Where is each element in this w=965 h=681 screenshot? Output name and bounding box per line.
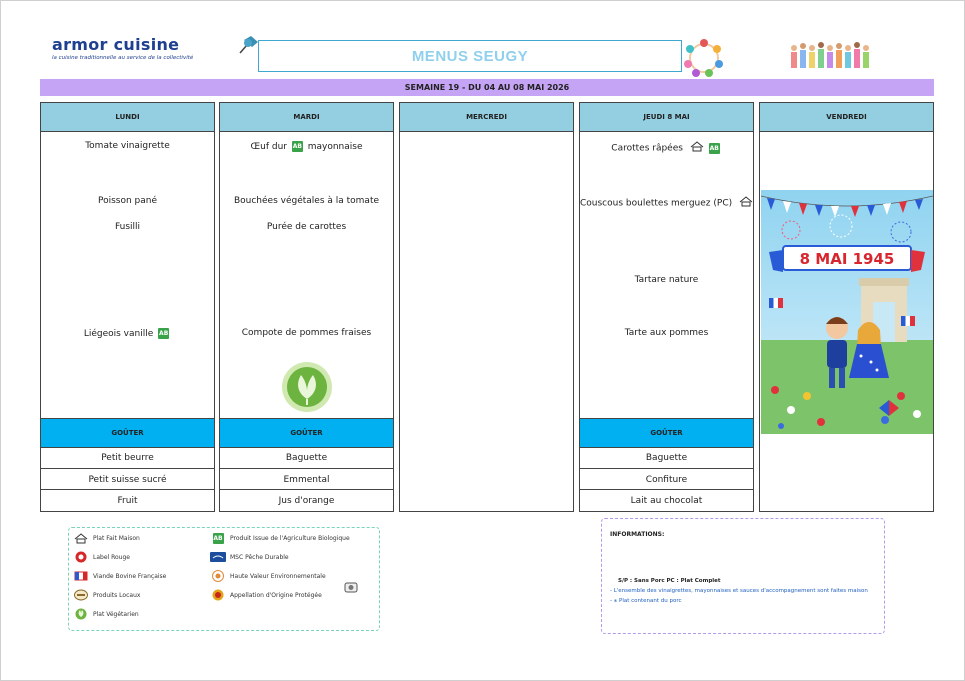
legend-box — [68, 527, 380, 631]
logo-tagline: la cuisine traditionnelle au service de la collectivité — [52, 55, 194, 61]
ab-badge-icon: AB — [159, 330, 169, 337]
day-column-vendredi — [759, 102, 934, 512]
legend-label: Produit Issue de l'Agriculture Biologique — [230, 534, 350, 542]
menu-item: Purée de carottes — [266, 222, 347, 232]
day-header: MERCREDI — [400, 103, 573, 132]
local-products-icon — [73, 589, 89, 601]
day-column-jeudi — [579, 102, 754, 512]
info-pork-text: Plat contenant du porc — [619, 598, 682, 604]
week-banner: SEMAINE 19 - DU 04 AU 08 MAI 2026 — [40, 79, 934, 96]
day-column-lundi — [40, 102, 215, 512]
victory-day-poster — [761, 190, 933, 438]
legend-item — [210, 551, 289, 563]
menu-item: Fusilli — [114, 222, 141, 232]
menu-item: Tartare nature — [634, 275, 699, 285]
info-abbreviations: S/P : Sans Porc PC : Plat Complet — [618, 578, 721, 584]
legend-item — [73, 589, 140, 601]
page-title: MENUS SEUGY — [411, 47, 529, 65]
legend-label: Label Rouge — [93, 553, 130, 561]
info-line-2 — [610, 598, 682, 606]
menu-item-with-badge — [41, 328, 214, 339]
menu-item: Poisson pané — [97, 196, 158, 206]
label-rouge-icon — [73, 551, 89, 563]
day-column-mardi — [219, 102, 394, 512]
legend-item — [73, 532, 140, 544]
day-column-mercredi — [399, 102, 574, 512]
legend-item — [210, 570, 326, 582]
snack-item: Confiture — [580, 468, 753, 490]
crowd-illustration — [788, 40, 874, 78]
day-header: LUNDI — [41, 103, 214, 132]
legend-item — [73, 570, 166, 582]
menu-item-label: mayonnaise — [307, 142, 363, 152]
info-title: INFORMATIONS: — [610, 531, 665, 538]
info-line-1: - L'ensemble des vinaigrettes, mayonnaises et sauces d'accompagnement sont faites maison — [610, 588, 868, 594]
menu-item-label: Couscous boulettes merguez (PC) — [580, 198, 733, 209]
legend-item — [73, 551, 130, 563]
house-icon — [690, 141, 704, 155]
legend-label: Plat Fait Maison — [93, 534, 140, 542]
snack-item: Emmental — [220, 468, 393, 490]
house-icon — [739, 196, 753, 210]
msc-icon — [210, 551, 226, 563]
menu-item-label: Œuf dur — [250, 142, 287, 152]
pork-icon — [344, 582, 358, 593]
legend-label: Viande Bovine Française — [93, 572, 167, 580]
day-header: JEUDI 8 MAI — [580, 103, 753, 132]
menu-item-with-badge — [220, 141, 393, 152]
asterisk-icon: * — [613, 598, 618, 606]
legend-item — [210, 532, 350, 544]
menu-item: Tomate vinaigrette — [85, 141, 170, 151]
legend-label: Produits Locaux — [93, 591, 141, 599]
snack-item: Jus d'orange — [220, 489, 393, 511]
gouter-header: GOÛTER — [41, 418, 214, 448]
snack-item: Fruit — [41, 489, 214, 511]
snack-item: Baguette — [645, 452, 688, 463]
legend-label: Appellation d'Origine Protégée — [230, 591, 322, 599]
menu-item: Tarte aux pommes — [624, 328, 709, 338]
day-header: MARDI — [220, 103, 393, 132]
vegetarian-leaf-icon — [73, 608, 89, 620]
day-header: VENDREDI — [760, 103, 933, 132]
logo-name: armor cuisine — [52, 35, 180, 54]
information-box — [601, 518, 885, 634]
poster-title: 8 MAI 1945 — [799, 250, 895, 268]
menu-item-with-badge — [580, 141, 753, 155]
legend-label: Haute Valeur Environnementale — [230, 572, 326, 580]
aop-icon — [210, 589, 226, 601]
armor-cuisine-logo — [52, 35, 193, 61]
ab-badge-icon: AB — [292, 143, 302, 150]
ab-badge-icon: AB — [213, 534, 223, 542]
legend-label: Plat Végétarien — [93, 610, 139, 618]
children-circle-illustration — [680, 38, 728, 82]
menu-item-with-icon — [580, 196, 753, 210]
menu-item: Bouchées végétales à la tomate — [233, 196, 380, 206]
menu-item: Compote de pommes fraises — [241, 328, 372, 338]
gouter-header: GOÛTER — [220, 418, 393, 448]
legend-item — [73, 608, 139, 620]
house-icon — [73, 532, 89, 544]
snack-item: Baguette — [285, 452, 328, 463]
snack-item: Petit suisse sucré — [41, 468, 214, 490]
menu-item-label: Liégeois vanille — [83, 329, 154, 339]
hve-icon — [210, 570, 226, 582]
snack-item: Petit beurre — [101, 452, 154, 463]
ab-badge-icon: AB — [709, 144, 719, 152]
title-box — [258, 40, 682, 72]
info-dash: - — [610, 598, 612, 604]
french-beef-icon — [73, 570, 89, 582]
legend-label: MSC Pêche Durable — [230, 553, 289, 561]
vegetarian-leaf-icon — [281, 361, 333, 417]
gouter-header: GOÛTER — [580, 418, 753, 448]
legend-item — [210, 589, 322, 601]
menu-item-label: Carottes râpées — [611, 143, 683, 154]
snack-item: Lait au chocolat — [580, 489, 753, 511]
